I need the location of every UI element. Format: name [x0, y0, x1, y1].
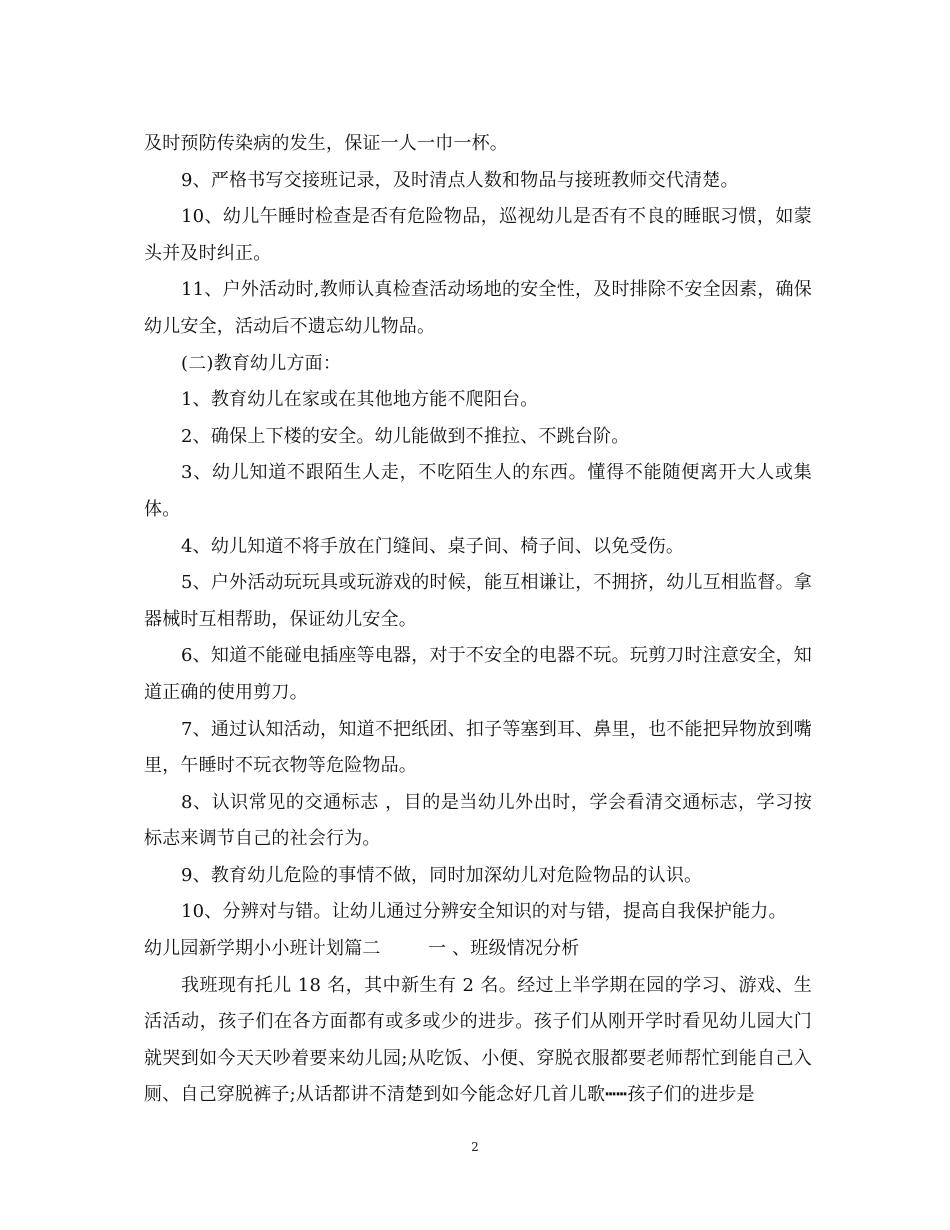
document-body	[144, 126, 812, 1114]
paragraph-4: 11、户外活动时,教师认真检查活动场地的安全性，及时排除不安全因素，确保幼儿安全，活动后不遗忘幼儿物品。	[144, 279, 812, 337]
paragraph-9: 4、幼儿知道不将手放在门缝间、桌子间、椅子间、以免受伤。	[181, 535, 685, 557]
page-number: 2	[471, 1140, 479, 1154]
paragraph-2: 9、严格书写交接班记录，及时清点人数和物品与接班教师交代清楚。	[181, 169, 739, 191]
paragraph-1: 及时预防传染病的发生，保证一人一巾一杯。	[144, 133, 508, 154]
paragraph-8: 3、幼儿知道不跟陌生人走，不吃陌生人的东西。懂得不能随便离开大人或集体。	[144, 462, 812, 520]
paragraph-15: 10、分辨对与错。让幼儿通过分辨安全知识的对与错，提高自我保护能力。	[181, 901, 787, 923]
section-heading-education: (二)教育幼儿方面：	[181, 352, 342, 374]
paragraph-6: 1、教育幼儿在家或在其他地方能不爬阳台。	[181, 389, 539, 411]
paragraph-13: 8、认识常见的交通标志 ，目的是当幼儿外出时，学会看清交通标志，学习按标志来调节自己的社会行为。	[144, 791, 812, 850]
paragraph-17: 我班现有托儿 18 名，其中新生有 2 名。经过上半学期在园的学习、游戏、生活活动，孩子们在各方面都有或多或少的进步。孩子们从刚开学时看见幼儿园大门就哭到如今天天吵着要来幼儿园;从吃饭、小便、穿脱衣服都要老师帮忙到能自己入厕、自己穿脱裤子;从话都讲不清楚到如今能念好几首儿歌┅┅孩子们的进步是	[144, 974, 812, 1106]
paragraph-10: 5、户外活动玩玩具或玩游戏的时候，能互相谦让，不拥挤，幼儿互相监督。拿器械时互相帮助，保证幼儿安全。	[144, 572, 812, 630]
paragraph-7: 2、确保上下楼的安全。幼儿能做到不推拉、不跳台阶。	[181, 425, 630, 447]
paragraph-3: 10、幼儿午睡时检查是否有危险物品，巡视幼儿是否有不良的睡眠习惯，如蒙头并及时纠正。	[144, 206, 812, 264]
paragraph-12: 7、通过认知活动，知道不把纸团、扣子等塞到耳、鼻里，也不能把异物放到嘴里，午睡时不玩衣物等危险物品。	[144, 718, 812, 777]
paragraph-14: 9、教育幼儿危险的事情不做，同时加深幼儿对危险物品的认识。	[181, 864, 703, 886]
paragraph-11: 6、知道不能碰电插座等电器，对于不安全的电器不玩。玩剪刀时注意安全，知道正确的使用剪刀。	[144, 645, 812, 703]
section-title-plan-two: 幼儿园新学期小小班计划篇二 一 、班级情况分析	[144, 938, 580, 960]
